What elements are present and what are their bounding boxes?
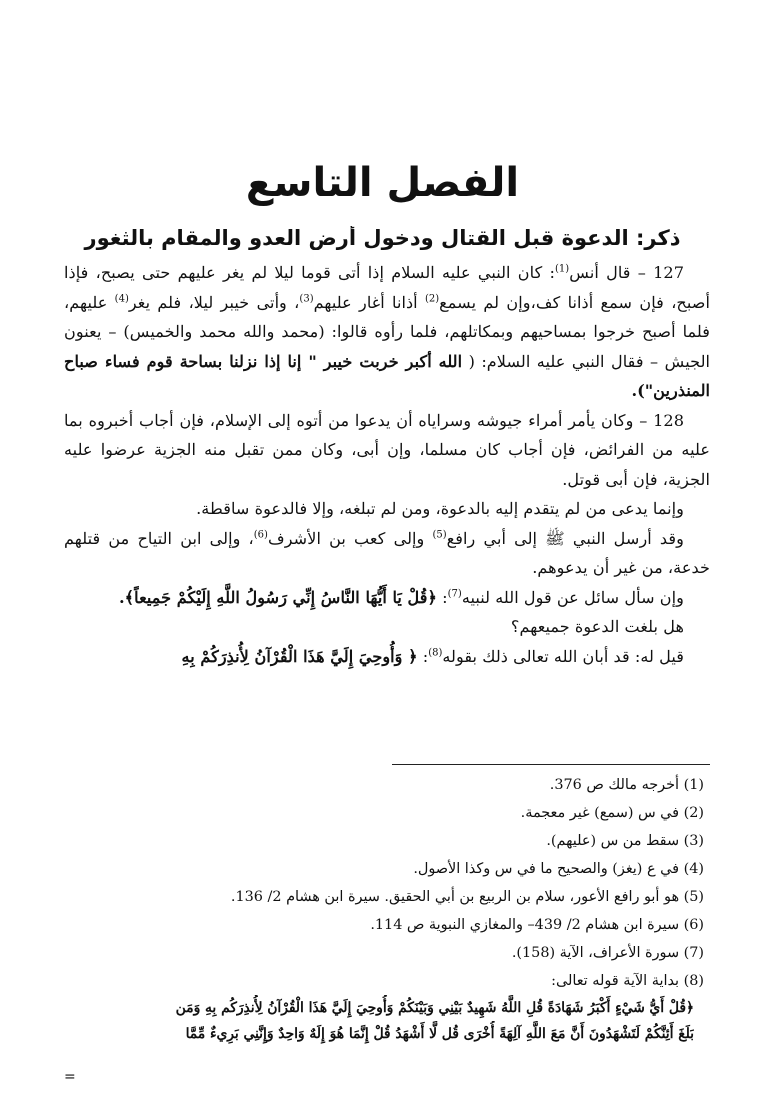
footnote-verse (64, 995, 694, 1047)
footnote-ref: (8) (428, 647, 443, 659)
paragraph-question-text: وإن سأل سائل عن قول الله لنبيه (461, 587, 684, 607)
paragraph-envoys-text: وإلى كعب بن الأشرف (267, 528, 433, 548)
hadith-quote: الله أكبر خربت خيبر " إنا إذا نزلنا بساحة قوم فساء صباح المنذرين"). (64, 351, 710, 400)
paragraph-envoys (64, 524, 710, 583)
footnote-ref: (5) (432, 529, 447, 541)
footnote-ref: (3) (299, 293, 314, 305)
paragraph-answer (64, 642, 710, 672)
footnote-ref: (7) (447, 588, 462, 600)
footnote-verse-line: ﴿قُلْ أَيُّ شَيْءٍ أَكْبَرُ شَهَادَةً قُلِ اللَّهُ شَهِيدٌ بَيْنِي وَبَيْنَكُمْ وَأُوحِيَ إِلَيَّ هَذَا الْقُرْآنُ لِأُنذِرَكُم بِهِ وَمَن (175, 1000, 694, 1016)
footnote-verse-line: بَلَغَ أَئِنَّكُمْ لَتَشْهَدُونَ أَنَّ مَعَ اللَّهِ آلِهَةً أُخْرَى قُل لَّا أَشْهَدُ قُلْ إِنَّمَا هُوَ إِلَهٌ وَاحِدٌ وَإِنَّنِي بَرِيءٌ مِّمَّا (185, 1026, 694, 1042)
footnote-4: (4) في ع (يغز) والصحيح ما في س وكذا الأصول. (413, 861, 704, 877)
paragraph-answer-text: : (417, 646, 429, 666)
continuation-mark: = (64, 1069, 76, 1085)
paragraph-127-text: 127 – قال أنس (569, 263, 684, 282)
paragraph-127-text: عليهم، فلما أصبح خرجوا بمساحيهم وبمكاتلهم، فلما رأوه قالوا: (محمد والله محمد والخميس) – يعنون الجيش – فقال النبي عليه السلام: ( (64, 292, 710, 371)
footnote-ref: (2) (424, 293, 440, 305)
quran-verse: ﴿ وَأُوحِيَ إِلَيَّ هَذَا الْقُرْآنُ لِأُنذِرَكُمْ بِهِ (181, 646, 418, 666)
paragraph-reached: هل بلغت الدعوة جميعهم؟ (510, 617, 684, 636)
paragraph-127 (64, 258, 710, 406)
footnote-1: (1) أخرجه مالك ص 376. (549, 777, 704, 793)
footnote-divider (392, 764, 710, 765)
paragraph-127-text: : كان النبي عليه السلام إذا أتى قوما ليلا لم يغر عليهم حتى يصبح، فإذا أصبح، فإن سمع أذانا كف،وإن لم يسمع (64, 263, 710, 312)
footnote-ref: (6) (253, 529, 268, 541)
footnote-5: (5) هو أبو رافع الأعور، سلام بن الربيع بن أبي الحقيق. سيرة ابن هشام 2/ 136. (230, 889, 704, 905)
footnote-6: (6) سيرة ابن هشام 2/ 439– والمغازي النبوية ص 114. (370, 917, 704, 933)
paragraph-127-text: أذانا أغار عليهم (313, 292, 425, 312)
section-heading: ذكر: الدعوة قبل القتال ودخول أرض العدو والمقام بالثغور (84, 226, 681, 250)
paragraph-envoys-text: ، وإلى ابن التياح من قتلهم خدعة، من غير أن يدعوهم. (64, 528, 710, 577)
footnote-7: (7) سورة الأعراف، الآية (158). (511, 945, 704, 961)
chapter-title: الفصل التاسع (245, 160, 520, 206)
paragraph-answer-text: قيل له: قد أبان الله تعالى ذلك بقوله (442, 646, 684, 666)
paragraph-127-text: ، وأتى خيبر ليلا، فلم يغر (128, 292, 300, 312)
paragraph-invitation: وإنما يدعى من لم يتقدم إليه بالدعوة، ومن لم تبلغه، وإلا فالدعوة ساقطة. (196, 499, 684, 518)
paragraph-128: 128 – وكان يأمر أمراء جيوشه وسراياه أن يدعوا من أتوه إلى الإسلام، فإن أجاب أخبروه بما عليه من الفرائض، فإن أجاب كان مسلما، وإن أبى، وكان ممن تقبل منه الجزية عرضوا عليه الجزية، فإن أبى قوتل. (64, 410, 710, 489)
main-text (64, 258, 710, 671)
paragraph-envoys-text: وقد أرسل النبي ﷺ إلى أبي رافع (446, 528, 684, 548)
footnote-2: (2) في س (سمع) غير معجمة. (520, 805, 704, 821)
paragraph-question-text: : (437, 587, 448, 607)
footnotes (64, 771, 704, 1047)
footnote-ref: (1) (555, 263, 570, 275)
paragraph-question (64, 583, 710, 613)
footnote-ref: (4) (114, 293, 129, 305)
quran-verse: ﴿قُلْ يَا أَيُّهَا النَّاسُ إِنِّي رَسُولُ اللَّهِ إِلَيْكُمْ جَمِيعاً﴾. (119, 587, 438, 607)
footnote-3: (3) سقط من س (عليهم). (546, 833, 704, 849)
footnote-8: (8) بداية الآية قوله تعالى: (551, 973, 704, 989)
